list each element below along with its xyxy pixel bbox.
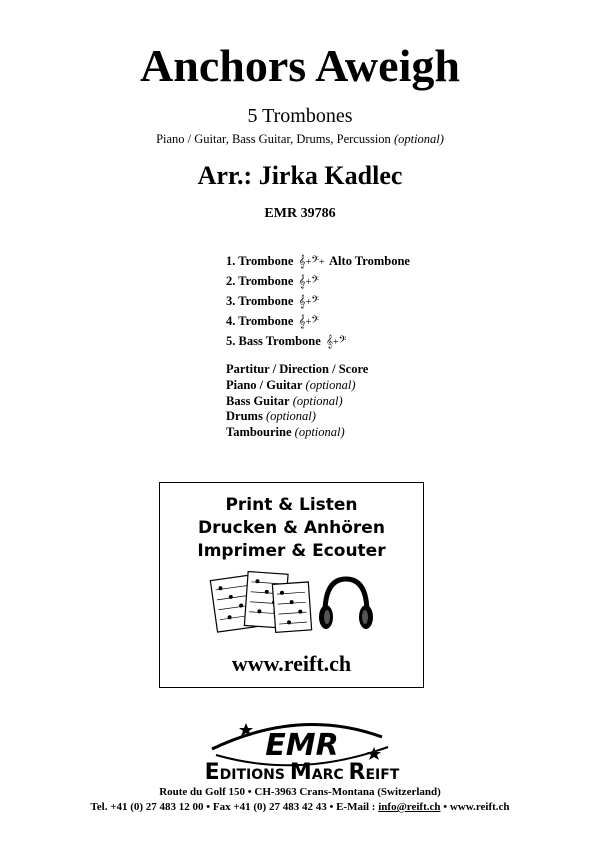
extra-name: Drums	[226, 409, 263, 424]
part-suffix: Alto Trombone	[329, 254, 410, 268]
bass-clef-icon: 𝄢	[311, 314, 319, 328]
clef-icons	[299, 251, 325, 273]
part-label: 5. Bass Trombone	[226, 334, 321, 348]
instrumentation-optional: (optional)	[393, 132, 444, 146]
part-item	[226, 271, 410, 291]
treble-clef-icon: 𝄞	[298, 314, 306, 328]
part-item	[226, 251, 410, 271]
parts-list	[226, 251, 410, 351]
clef-icons	[299, 271, 319, 293]
sheet-music-headphones-icon	[208, 569, 378, 635]
plus-sign: +	[305, 297, 312, 308]
part-item	[226, 291, 410, 311]
clef-icons	[299, 291, 319, 313]
publisher-logo	[150, 713, 455, 783]
publisher-name: EDITIONS MARC REIFT	[204, 760, 400, 783]
promo-line-english: Print & Listen	[225, 495, 358, 515]
contact-website: • www.reift.ch	[440, 801, 510, 813]
contact-phone-fax: Tel. +41 (0) 27 483 12 00 • Fax +41 (0) 27 483 42 43 • E-Mail :	[90, 801, 379, 813]
instrumentation-main: Piano / Guitar, Bass Guitar, Drums, Percussion	[156, 132, 391, 146]
bass-clef-icon: 𝄢	[338, 334, 347, 348]
extra-name: Piano / Guitar	[226, 377, 303, 392]
ensemble-subtitle: 5 Trombones	[247, 105, 353, 127]
arranger: Arr.: Jirka Kadlec	[197, 161, 403, 190]
promo-line-french: Imprimer & Ecouter	[197, 541, 386, 561]
print-listen-box	[159, 482, 424, 688]
extra-name: Tambourine	[226, 425, 292, 440]
instrumentation-line	[0, 131, 600, 147]
extra-item	[226, 362, 368, 378]
plus-sign: +	[305, 317, 312, 328]
treble-clef-icon: 𝄞	[298, 274, 306, 288]
promo-website[interactable]: www.reift.ch	[231, 651, 352, 676]
plus-sign: +	[305, 257, 312, 268]
treble-clef-icon: 𝄞	[325, 334, 334, 348]
clef-icons	[326, 331, 346, 353]
extra-optional: (optional)	[305, 377, 356, 392]
extra-item	[226, 409, 368, 425]
promo-lines	[160, 494, 423, 563]
treble-clef-icon: 𝄞	[298, 254, 306, 268]
bass-clef-icon: 𝄢	[311, 274, 319, 288]
publisher-contact	[0, 800, 600, 814]
clef-icons	[299, 311, 319, 333]
extra-name: Bass Guitar	[226, 393, 290, 408]
sheet-music-icon	[210, 572, 311, 633]
treble-clef-icon: 𝄞	[298, 294, 306, 308]
plus-sign: +	[305, 277, 312, 288]
logo-text: EMR	[265, 728, 339, 763]
part-label: 4. Trombone	[226, 314, 294, 328]
page-title: Anchors Aweigh	[140, 40, 460, 91]
extra-optional: (optional)	[265, 409, 316, 424]
extra-item	[226, 394, 368, 410]
bass-clef-icon: 𝄢	[311, 254, 319, 268]
extra-item	[226, 425, 368, 441]
part-label: 3. Trombone	[226, 294, 294, 308]
extra-optional: (optional)	[292, 393, 343, 408]
part-label: 1. Trombone	[226, 254, 294, 268]
plus-sign: +	[318, 257, 325, 268]
part-item	[226, 331, 410, 351]
catalog-number: EMR 39786	[264, 206, 336, 221]
extras-list	[226, 362, 368, 441]
plus-sign: +	[333, 337, 339, 348]
part-label: 2. Trombone	[226, 274, 294, 288]
part-item	[226, 311, 410, 331]
extra-optional: (optional)	[294, 425, 345, 440]
extra-item	[226, 378, 368, 394]
contact-email-link[interactable]: info@reift.ch	[378, 801, 441, 813]
headphones-icon	[319, 579, 373, 629]
publisher-address: Route du Golf 150 • CH-3963 Crans-Montana (Switzerland)	[159, 786, 441, 798]
bass-clef-icon: 𝄢	[311, 294, 319, 308]
extra-name: Partitur / Direction / Score	[226, 362, 369, 376]
promo-line-german: Drucken & Anhören	[198, 518, 385, 538]
emr-logo-icon	[150, 713, 455, 783]
